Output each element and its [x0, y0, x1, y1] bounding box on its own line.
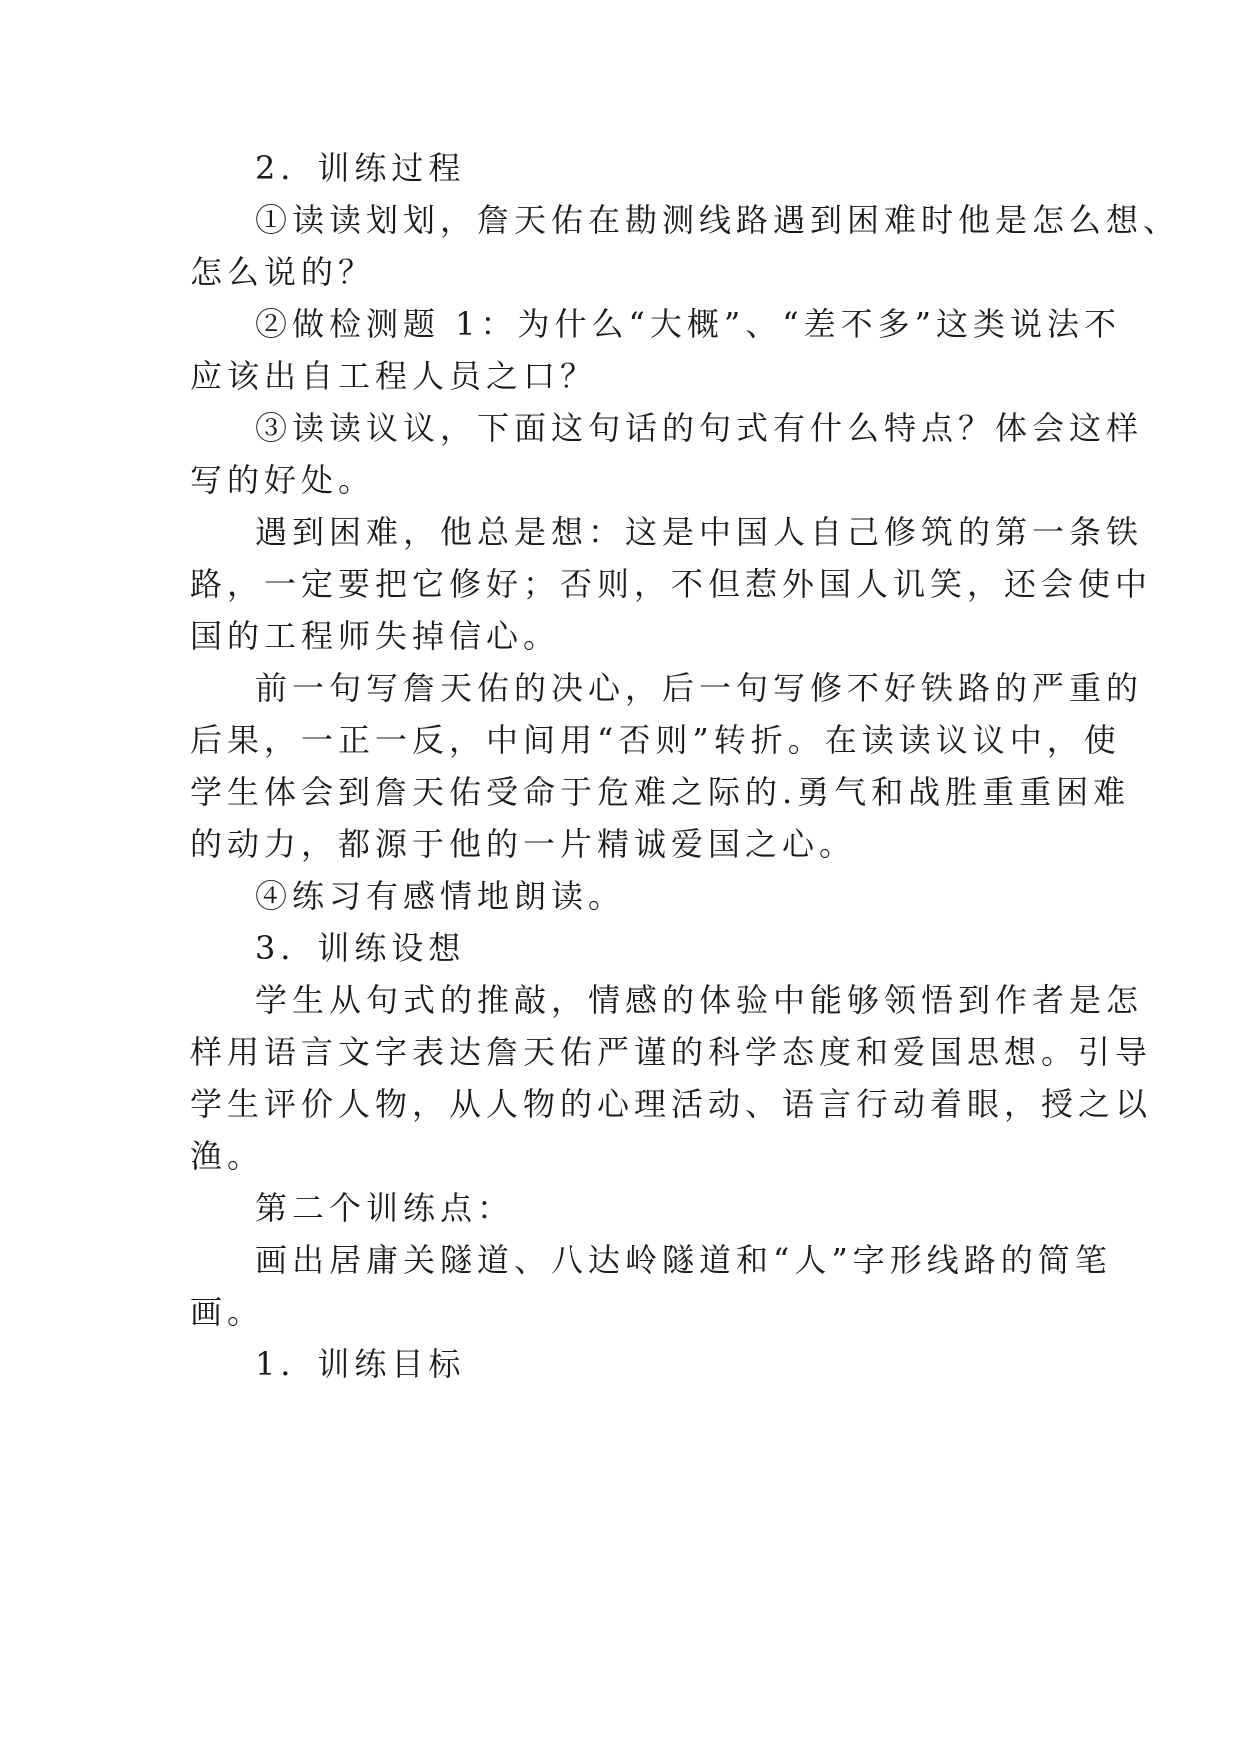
paragraph-line: 学生体会到詹天佑受命于危难之际的.勇气和战胜重重困难: [190, 773, 1131, 811]
paragraph-line: 的动力，都源于他的一片精诚爱国之心。: [190, 825, 857, 863]
paragraph-line: 画出居庸关隧道、八达岭隧道和“人”字形线路的简笔: [255, 1241, 1112, 1279]
heading-training-idea: 3．训练设想: [255, 929, 466, 967]
paragraph-line: ②做检测题 1：为什么“大概”、“差不多”这类说法不: [255, 305, 1121, 343]
paragraph-line: ③读读议议，下面这句话的句式有什么特点？体会这样: [255, 409, 1144, 447]
paragraph-line: 画。: [190, 1293, 265, 1331]
paragraph-line: 写的好处。: [190, 461, 376, 499]
quoted-sentence-line: 遇到困难，他总是想：这是中国人自己修筑的第一条铁: [255, 513, 1144, 551]
paragraph-line: 前一句写詹天佑的决心，后一句写修不好铁路的严重的: [255, 669, 1144, 707]
paragraph-line: ①读读划划，詹天佑在勘测线路遇到困难时他是怎么想、: [255, 201, 1181, 239]
quoted-sentence-line: 路，一定要把它修好；否则，不但惹外国人讥笑，还会使中: [190, 565, 1153, 603]
heading-second-training-point: 第二个训练点：: [255, 1189, 515, 1227]
paragraph-line: 学生从句式的推敲，情感的体验中能够领悟到作者是怎: [255, 981, 1144, 1019]
paragraph-line: ④练习有感情地朗读。: [255, 877, 626, 915]
paragraph-line: 应该出自工程人员之口？: [190, 357, 598, 395]
paragraph-line: 渔。: [190, 1137, 265, 1175]
paragraph-line: 学生评价人物，从人物的心理活动、语言行动着眼，授之以: [190, 1085, 1153, 1123]
quoted-sentence-line: 国的工程师失掉信心。: [190, 617, 561, 655]
heading-training-process: 2．训练过程: [255, 149, 466, 187]
paragraph-line: 怎么说的？: [190, 253, 376, 291]
paragraph-line: 样用语言文字表达詹天佑严谨的科学态度和爱国思想。引导: [190, 1033, 1153, 1071]
paragraph-line: 后果，一正一反，中间用“否则”转折。在读读议议中，使: [190, 721, 1121, 759]
heading-training-goal: 1．训练目标: [255, 1345, 466, 1383]
